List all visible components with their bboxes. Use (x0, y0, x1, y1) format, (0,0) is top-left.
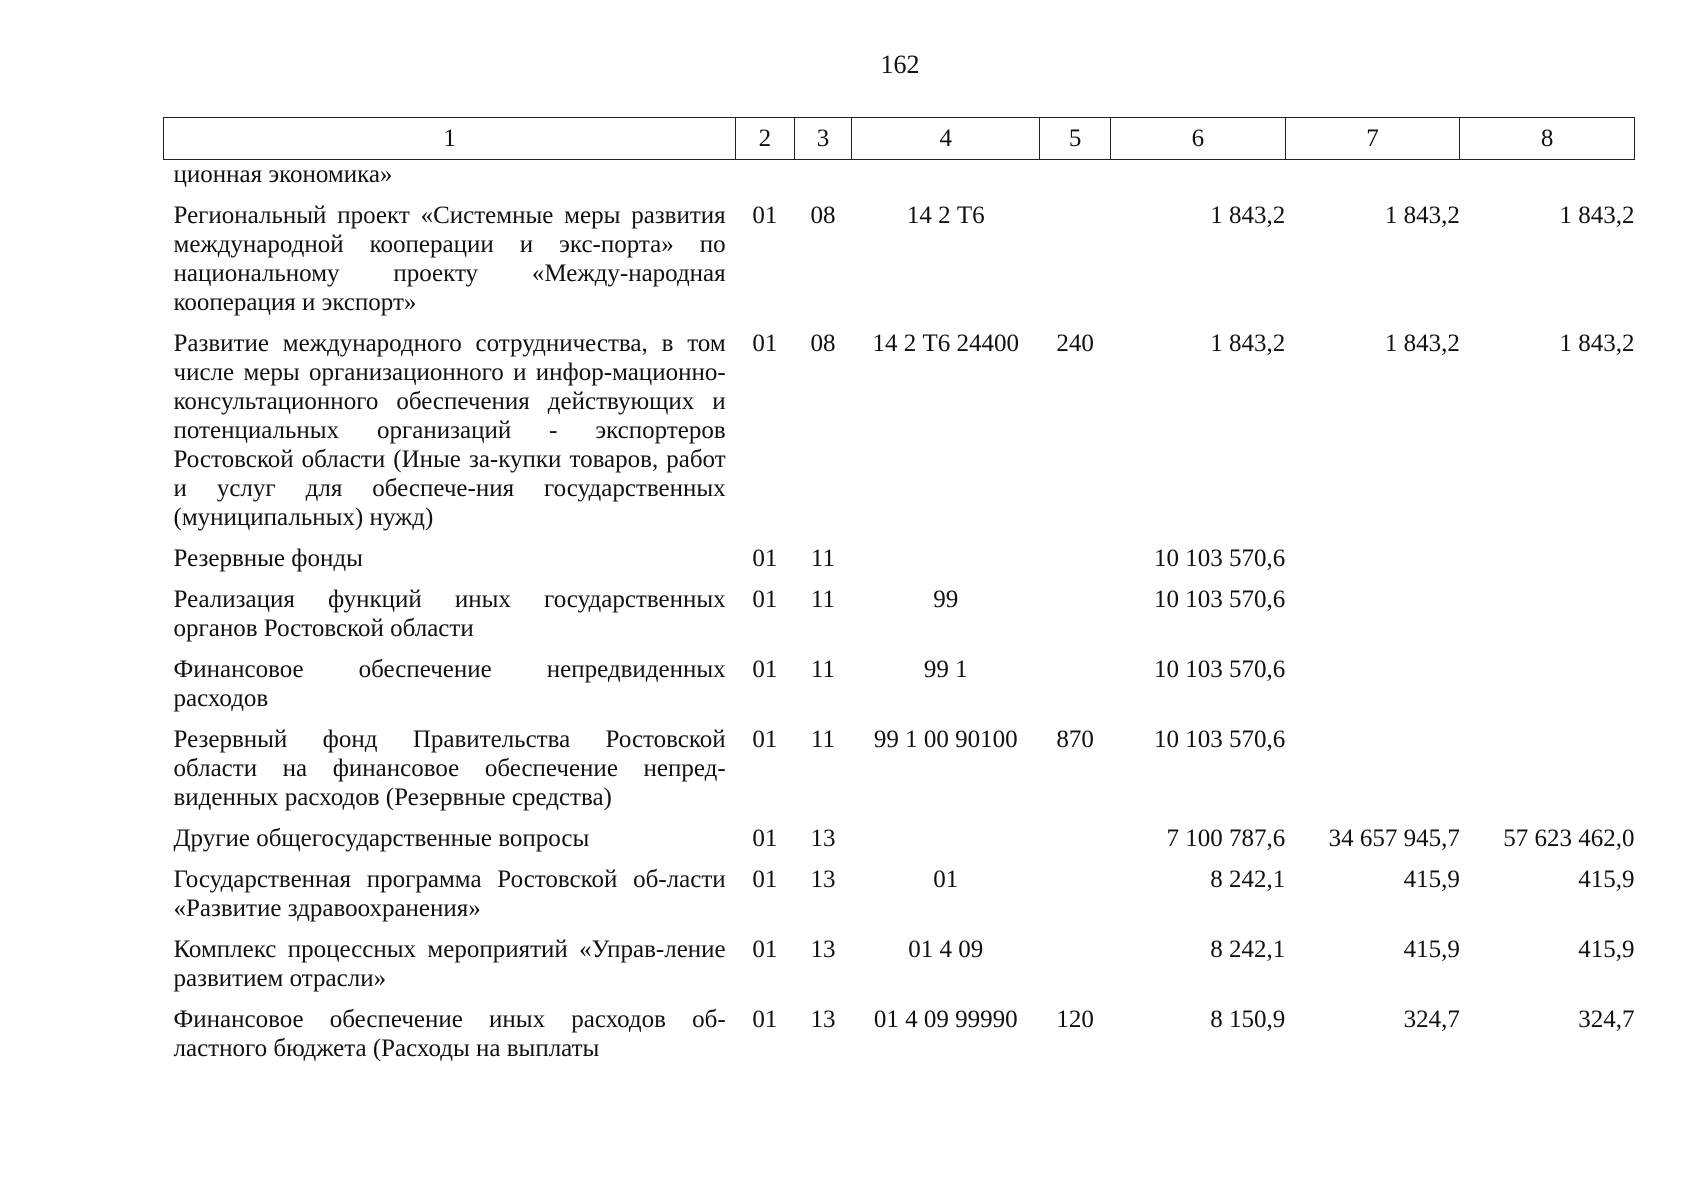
header-col-2: 2 (736, 118, 795, 160)
row-subsection: 11 (810, 586, 835, 613)
table-row (164, 544, 1635, 585)
row-target-code: 99 1 (923, 656, 968, 683)
row-amount-col7 (1285, 160, 1460, 202)
row-section: 01 (752, 545, 778, 572)
row-expense-type: 240 (1056, 330, 1094, 357)
header-col-5: 5 (1040, 118, 1111, 160)
row-subsection: 08 (810, 330, 836, 357)
row-amount-col8: 415,9 (1578, 936, 1635, 963)
row-amount-col6: 10 103 570,6 (1153, 726, 1286, 753)
row-expense-type (1040, 160, 1111, 202)
row-target-code (852, 160, 1040, 202)
row-subsection: 11 (810, 545, 835, 572)
row-amount-col7 (1285, 544, 1460, 585)
row-amount-col8: 1 843,2 (1559, 202, 1635, 229)
row-expense-type (1040, 655, 1111, 725)
row-amount-col7 (1285, 585, 1460, 655)
row-expense-type (1040, 585, 1111, 655)
header-col-4: 4 (852, 118, 1040, 160)
table-row (164, 160, 1635, 202)
row-amount-col8 (1460, 655, 1635, 725)
row-section: 01 (752, 586, 778, 613)
row-target-code: 01 (933, 866, 959, 893)
row-amount-col8: 324,7 (1578, 1006, 1635, 1033)
row-target-code: 99 1 00 90100 (873, 726, 1018, 753)
row-target-code: 14 2 Т6 24400 (872, 330, 1019, 357)
row-amount-col8 (1460, 160, 1635, 202)
row-subsection: 11 (810, 656, 835, 683)
row-subsection: 13 (810, 825, 836, 852)
row-amount-col8: 57 623 462,0 (1503, 825, 1635, 852)
table-row (164, 824, 1635, 865)
row-amount-col6: 10 103 570,6 (1153, 586, 1286, 613)
table-row (164, 585, 1635, 655)
row-name: Другие общегосударственные вопросы (173, 825, 590, 852)
row-name: Реализация функций иных государственных органов Ростовской области (173, 586, 726, 642)
row-amount-col6: 1 843,2 (1210, 330, 1286, 357)
header-col-7: 7 (1285, 118, 1460, 160)
row-amount-col6: 8 242,1 (1210, 866, 1286, 893)
row-target-code: 14 2 Т6 (906, 202, 985, 229)
table-row (164, 865, 1635, 935)
row-target-code: 99 (933, 586, 959, 613)
row-amount-col8 (1460, 544, 1635, 585)
row-amount-col6: 10 103 570,6 (1153, 545, 1286, 572)
row-amount-col6: 7 100 787,6 (1166, 825, 1286, 852)
row-target-code: 01 4 09 99990 (873, 1006, 1018, 1033)
row-name: Финансовое обеспечение непредвиденных расходов (173, 656, 726, 712)
row-amount-col7 (1285, 655, 1460, 725)
row-name: Развитие международного сотрудничества, в том числе меры организационного и инфор-мационно-консультационного обеспечения действующих и потенциальных организаций - экспортеров Ростовской области (Иные за-купки товаров, работ и услуг для обеспече-ния государственных (муниципальных) нужд) (173, 330, 726, 531)
row-amount-col8 (1460, 585, 1635, 655)
row-amount-col8: 1 843,2 (1559, 330, 1635, 357)
row-target-code: 01 4 09 (908, 936, 984, 963)
row-name: Финансовое обеспечение иных расходов об-ластного бюджета (Расходы на выплаты (173, 1006, 726, 1062)
table-row (164, 1005, 1635, 1075)
row-section: 01 (752, 202, 778, 229)
row-amount-col6: 8 242,1 (1210, 936, 1286, 963)
row-name: Резервный фонд Правительства Ростовской области на финансовое обеспечение непред-виденных расходов (Резервные средства) (173, 726, 726, 811)
row-section: 01 (752, 866, 778, 893)
row-expense-type: 870 (1056, 726, 1094, 753)
row-amount-col7 (1285, 725, 1460, 824)
row-amount-col7: 415,9 (1403, 866, 1460, 893)
row-subsection: 11 (810, 726, 835, 753)
row-amount-col6 (1111, 160, 1286, 202)
header-row (164, 118, 1635, 160)
row-subsection: 13 (810, 936, 836, 963)
budget-table (163, 117, 1635, 1075)
header-col-3: 3 (794, 118, 852, 160)
table-row (164, 201, 1635, 329)
row-subsection (794, 160, 852, 202)
row-amount-col7: 34 657 945,7 (1328, 825, 1460, 852)
row-amount-col8 (1460, 725, 1635, 824)
header-col-8: 8 (1460, 118, 1635, 160)
row-name: Комплекс процессных мероприятий «Управ-ление развитием отрасли» (173, 936, 726, 992)
row-target-code (852, 544, 1040, 585)
row-section (736, 160, 795, 202)
table-row (164, 935, 1635, 1005)
row-expense-type (1040, 865, 1111, 935)
row-section: 01 (752, 825, 778, 852)
row-subsection: 13 (810, 1006, 836, 1033)
row-subsection: 08 (810, 202, 836, 229)
page-number: 162 (880, 50, 920, 79)
row-amount-col7: 415,9 (1403, 936, 1460, 963)
row-section: 01 (752, 656, 778, 683)
table-row (164, 725, 1635, 824)
row-section: 01 (752, 330, 778, 357)
row-expense-type (1040, 201, 1111, 329)
table-row (164, 655, 1635, 725)
row-amount-col8: 415,9 (1578, 866, 1635, 893)
row-target-code (852, 824, 1040, 865)
row-section: 01 (752, 726, 778, 753)
row-expense-type (1040, 824, 1111, 865)
row-name: Резервные фонды (173, 545, 363, 572)
row-section: 01 (752, 1006, 778, 1033)
row-expense-type: 120 (1056, 1006, 1094, 1033)
row-name: Государственная программа Ростовской об-ласти «Развитие здравоохранения» (173, 866, 726, 922)
row-amount-col6: 10 103 570,6 (1153, 656, 1286, 683)
header-col-1: 1 (164, 118, 736, 160)
row-amount-col6: 8 150,9 (1210, 1006, 1286, 1033)
header-col-6: 6 (1111, 118, 1286, 160)
row-name: Региональный проект «Системные меры развития международной кооперации и экс-порта» по национальному проекту «Между-народная кооперация и экспорт» (173, 202, 726, 316)
row-amount-col7: 1 843,2 (1384, 202, 1460, 229)
row-amount-col7: 1 843,2 (1384, 330, 1460, 357)
table-row (164, 329, 1635, 544)
row-amount-col7: 324,7 (1403, 1006, 1460, 1033)
row-amount-col6: 1 843,2 (1210, 202, 1286, 229)
row-expense-type (1040, 935, 1111, 1005)
row-section: 01 (752, 936, 778, 963)
row-expense-type (1040, 544, 1111, 585)
row-name: ционная экономика» (173, 161, 393, 188)
row-subsection: 13 (810, 866, 836, 893)
